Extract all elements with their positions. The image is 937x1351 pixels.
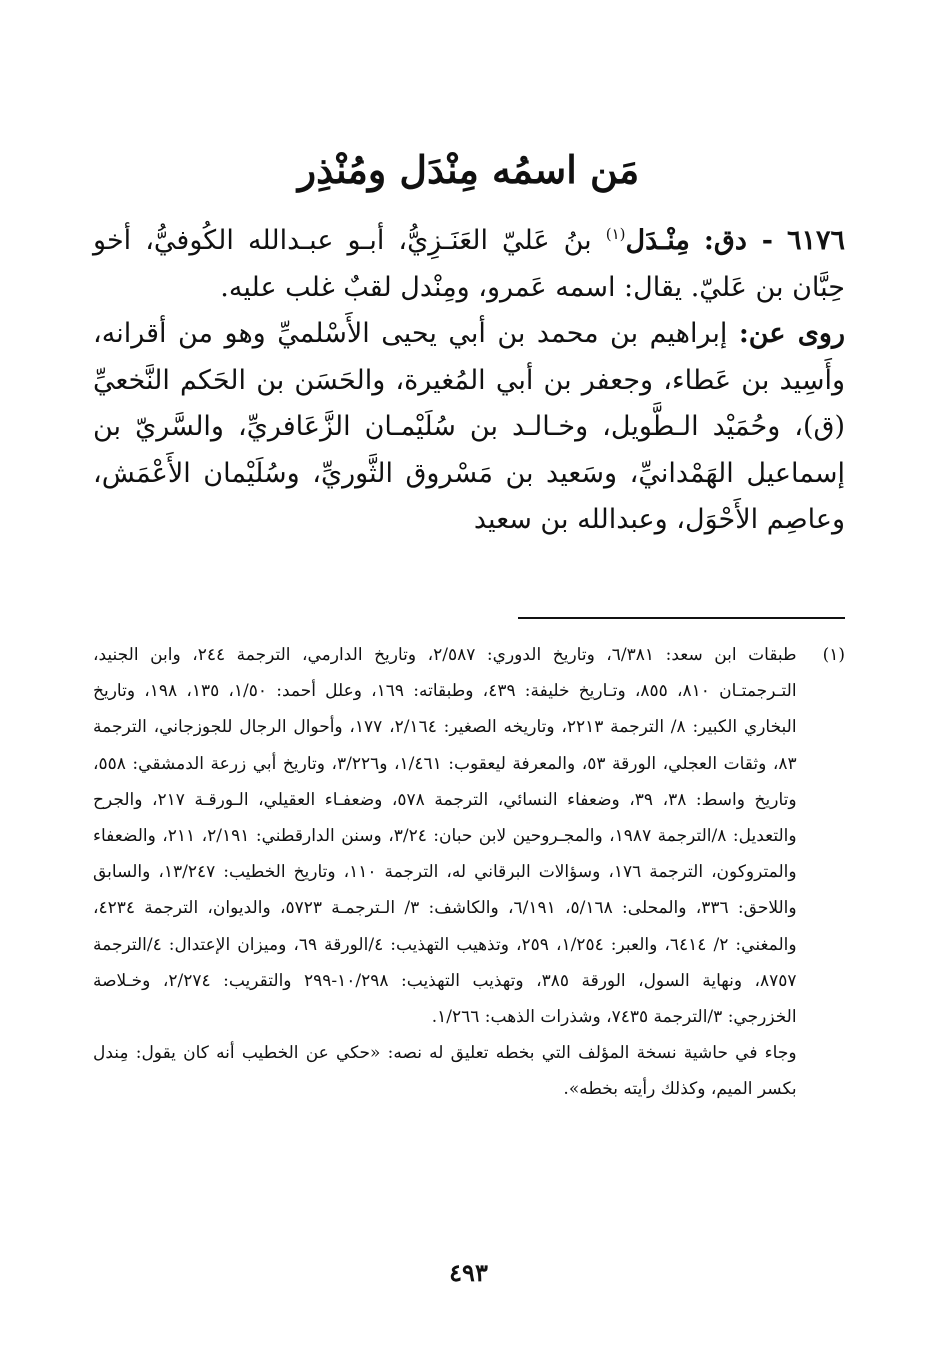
narrators-paragraph (93, 311, 845, 544)
footnote-body (93, 637, 797, 1108)
footnote-marker: (١) (822, 645, 845, 665)
narrators-lead: روى عن: (738, 318, 845, 349)
biography-entry (93, 218, 845, 544)
footnote (93, 637, 845, 1108)
page-number: ٤٩٣ (449, 1258, 488, 1287)
entry-sigla: - دق: (703, 225, 773, 256)
entry-number: ٦١٧٦ (786, 225, 845, 256)
footnote-reference[interactable]: (١) (605, 225, 626, 243)
footnote-margin-note: وجاء في حاشية نسخة المؤلف التي بخطه تعليق له نصه: «حكي عن الخطيب أنه كان يقول: مِندل بكسر الميم، وكذلك رأيته بخطه». (93, 1043, 797, 1100)
narrators-text: إبراهيم بن محمد بن أبي يحيى الأَسْلميِّ وهو من أقرانه، وأَسِيد بن عَطاء، وجعفر بن أبي المُغيرة، والحَسَن بن الحَكم النَّخعيِّ (ق)، وحُمَيْد الـطَّويل، وخـالـد بن سُلَيْمـان الزَّعَافريِّ، والسَّريّ بن إسماعيل الهَمْدانيِّ، وسَعيد بن مَسْروق الثَّوريِّ، وسُلَيْمان الأَعْمَش، وعاصِم الأَحْوَل، وعبدالله بن سعيد (93, 318, 845, 535)
chapter-title: مَن اسمُه مِنْدَل ومُنْذِر (297, 147, 640, 192)
entry-name: مِنْـدَل (625, 225, 690, 256)
entry-intro-paragraph (93, 218, 845, 311)
footnote-sources: طبقات ابن سعد: ٦/٣٨١، وتاريخ الدوري: ٢/٥٨٧، وتاريخ الدارمي، الترجمة ٢٤٤، وابن الجنيد، التـرجمتـان ٨١٠، ٨٥٥، وتـاريخ خليفة: ٤٣٩، وطبقاته: ١٦٩، وعلل أحمد: ١/٥٠، ١٣٥، ١٩٨، وتاريخ البخاري الكبير: ٨/ الترجمة ٢٢١٣، وتاريخه الصغير: ٢/١٦٤، ١٧٧، وأحوال الرجال للجوزجاني، الترجمة ٨٣، وثقات العجلي، الورقة ٥٣، والمعرفة ليعقوب: ١/٤٦١، و٣/٢٢٦، وتاريخ أبي زرعة الدمشقي: ٥٥٨، وتاريخ واسط: ٣٨، ٣٩، وضعفاء النسائي، الترجمة ٥٧٨، وضعفـاء العقيلي، الـورقـة ٢١٧، والجرح والتعديل: ٨/الترجمة ١٩٨٧، والمجـروحين لابن حبان: ٣/٢٤، وسنن الدارقطني: ٢/١٩١، ٢١١، والضعفاء والمتروكون، الترجمة ١٧٦، وسؤالات البرقاني له، الترجمة ١١٠، وتاريخ الخطيب: ١٣/٢٤٧، والسابق واللاحق: ٣٣٦، والمحلى: ٥/١٦٨، ٦/١٩١، والكاشف: ٣/ الـترجمـة ٥٧٢٣، والديوان، الترجمة ٤٢٣٤، والمغني: ٢/ ٦٤١٤، والعبر: ١/٢٥٤، ٢٥٩، وتذهيب التهذيب: ٤/الورقة ٦٩، وميزان الإعتدال: ٤/الترجمة ٨٧٥٧، ونهاية السول، الورقة ٣٨٥، وتهذيب التهذيب: ١٠/٢٩٨-٢٩٩ والتقريب: ٢/٢٧٤، وخـلاصة الخزرجي: ٣/الترجمة ٧٤٣٥، وشذرات الذهب: ١/٢٦٦. (93, 645, 797, 1028)
footnote-divider (518, 617, 845, 619)
entry-intro-text: بنُ عَليّ العَنَـزِيُّ، أبـو عبـدالله الكُوفيُّ، أخو حِبَّان بن عَليّ. يقال: اسمه عَمرو، ومِنْدل لقبٌ غلب عليه. (93, 225, 845, 303)
